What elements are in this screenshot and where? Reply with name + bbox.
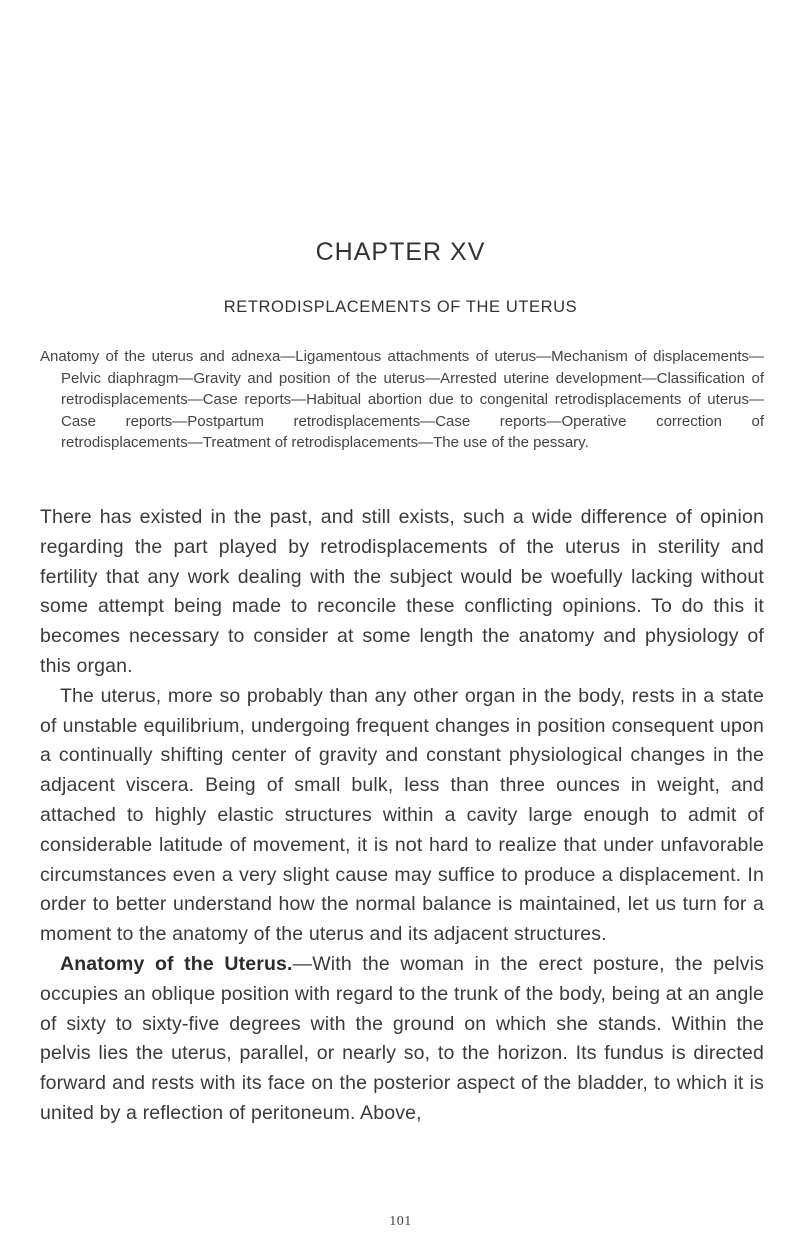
paragraph-3-text: —With the woman in the erect posture, the pelvis occupies an oblique position with regard to the trunk of the body, being at an angle of sixty to sixty-five degrees with the ground on which she stands. Within the pelvis lies the uterus, parallel, or nearly so, to the horizon. Its fundus is directed forward and rests with its face on the posterior aspect of the bladder, to which it is united by a reflection of peritoneum. Above, [40, 952, 764, 1124]
chapter-synopsis: Anatomy of the uterus and adnexa—Ligamentous attachments of uterus—Mechanism of displacements—Pelvic diaphragm—Gravity and position of the uterus—Arrested uterine development—Classification of retrodisplacements—Case reports—Habitual abortion due to congenital retrodisplacements of uterus—Case reports—Postpartum retrodisplacements—Case reports—Operative correction of retrodisplacements—Treatment of retrodisplacements—The use of the pessary. [40, 348, 764, 451]
paragraph-1: There has existed in the past, and still exists, such a wide difference of opinion regarding the part played by retrodisplacements of the uterus in sterility and fertility that any work dealing with the subject would be woefully lacking without some attempt being made to reconcile these conflicting opinions. To do this it becomes necessary to consider at some length the anatomy and physiology of this organ. [40, 506, 764, 677]
chapter-title: RETRODISPLACEMENTS OF THE UTERUS [223, 298, 578, 316]
chapter-heading: CHAPTER XV [315, 238, 486, 266]
paragraph-3 [40, 950, 764, 1129]
paragraph-2: The uterus, more so probably than any other organ in the body, rests in a state of unstable equilibrium, undergoing frequent changes in position consequent upon a continually shifting center of gravity and constant physiological changes in the adjacent viscera. Being of small bulk, less than three ounces in weight, and attached to highly elastic structures within a cavity large enough to admit of considerable latitude of movement, it is not hard to realize that under unfavorable circumstances even a very slight cause may suffice to produce a displacement. In order to better understand how the normal balance is maintained, let us turn for a moment to the anatomy of the uterus and its adjacent structures. [40, 684, 764, 946]
section-heading-anatomy: Anatomy of the Uterus. [60, 952, 293, 975]
body-text [40, 503, 764, 1129]
page-number: 101 [389, 1214, 412, 1229]
